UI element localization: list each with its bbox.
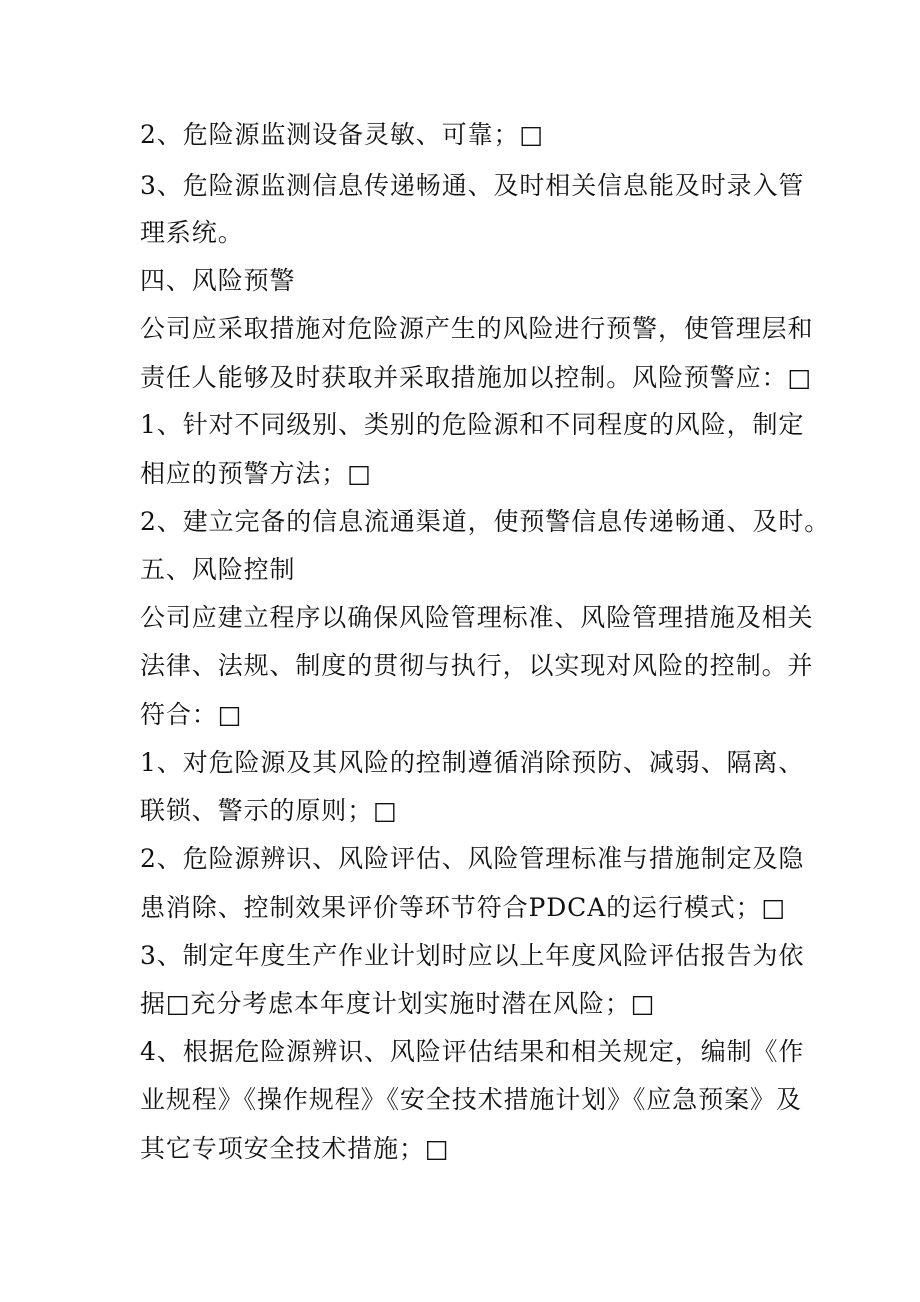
text-line: 理系统。 <box>140 218 244 247</box>
text-line: 责任人能够及时获取并采取措施加以控制。风险预警应：□ <box>140 363 813 392</box>
text-line: 2、建立完备的信息流通渠道，使预警信息传递畅通、及时。 <box>140 507 831 536</box>
section-heading: 四、风险预警 <box>140 266 296 295</box>
text-line: 公司应采取措施对危险源产生的风险进行预警，使管理层和 <box>140 314 814 343</box>
section-heading: 五、风险控制 <box>140 555 296 584</box>
text-line: 法律、法规、制度的贯彻与执行，以实现对风险的控制。并 <box>140 651 814 680</box>
text-line: 患消除、控制效果评价等环节符合PDCA的运行模式；□ <box>140 893 787 922</box>
text-line: 1、针对不同级别、类别的危险源和不同程度的风险，制定 <box>140 410 805 439</box>
text-line: 业规程》《操作规程》《安全技术措施计划》《应急预案》及 <box>140 1085 802 1114</box>
text-line: 3、制定年度生产作业计划时应以上年度风险评估报告为依 <box>140 941 805 970</box>
text-line: 联锁、警示的原则；□ <box>140 796 398 825</box>
text-line: 2、危险源辨识、风险评估、风险管理标准与措施制定及隐 <box>140 844 805 873</box>
text-line: 符合：□ <box>140 700 243 729</box>
text-line: 据□充分考虑本年度计划实施时潜在风险；□ <box>140 989 656 1018</box>
text-line: 3、危险源监测信息传递畅通、及时相关信息能及时录入管 <box>140 171 805 200</box>
text-line: 4、根据危险源辨识、风险评估结果和相关规定，编制《作 <box>140 1037 805 1066</box>
text-line: 1、对危险源及其风险的控制遵循消除预防、减弱、隔离、 <box>140 748 805 777</box>
text-line: 2、危险源监测设备灵敏、可靠；□ <box>140 120 544 149</box>
text-line: 公司应建立程序以确保风险管理标准、风险管理措施及相关 <box>140 603 814 632</box>
text-line: 相应的预警方法；□ <box>140 459 372 488</box>
text-line: 其它专项安全技术措施；□ <box>140 1134 450 1163</box>
